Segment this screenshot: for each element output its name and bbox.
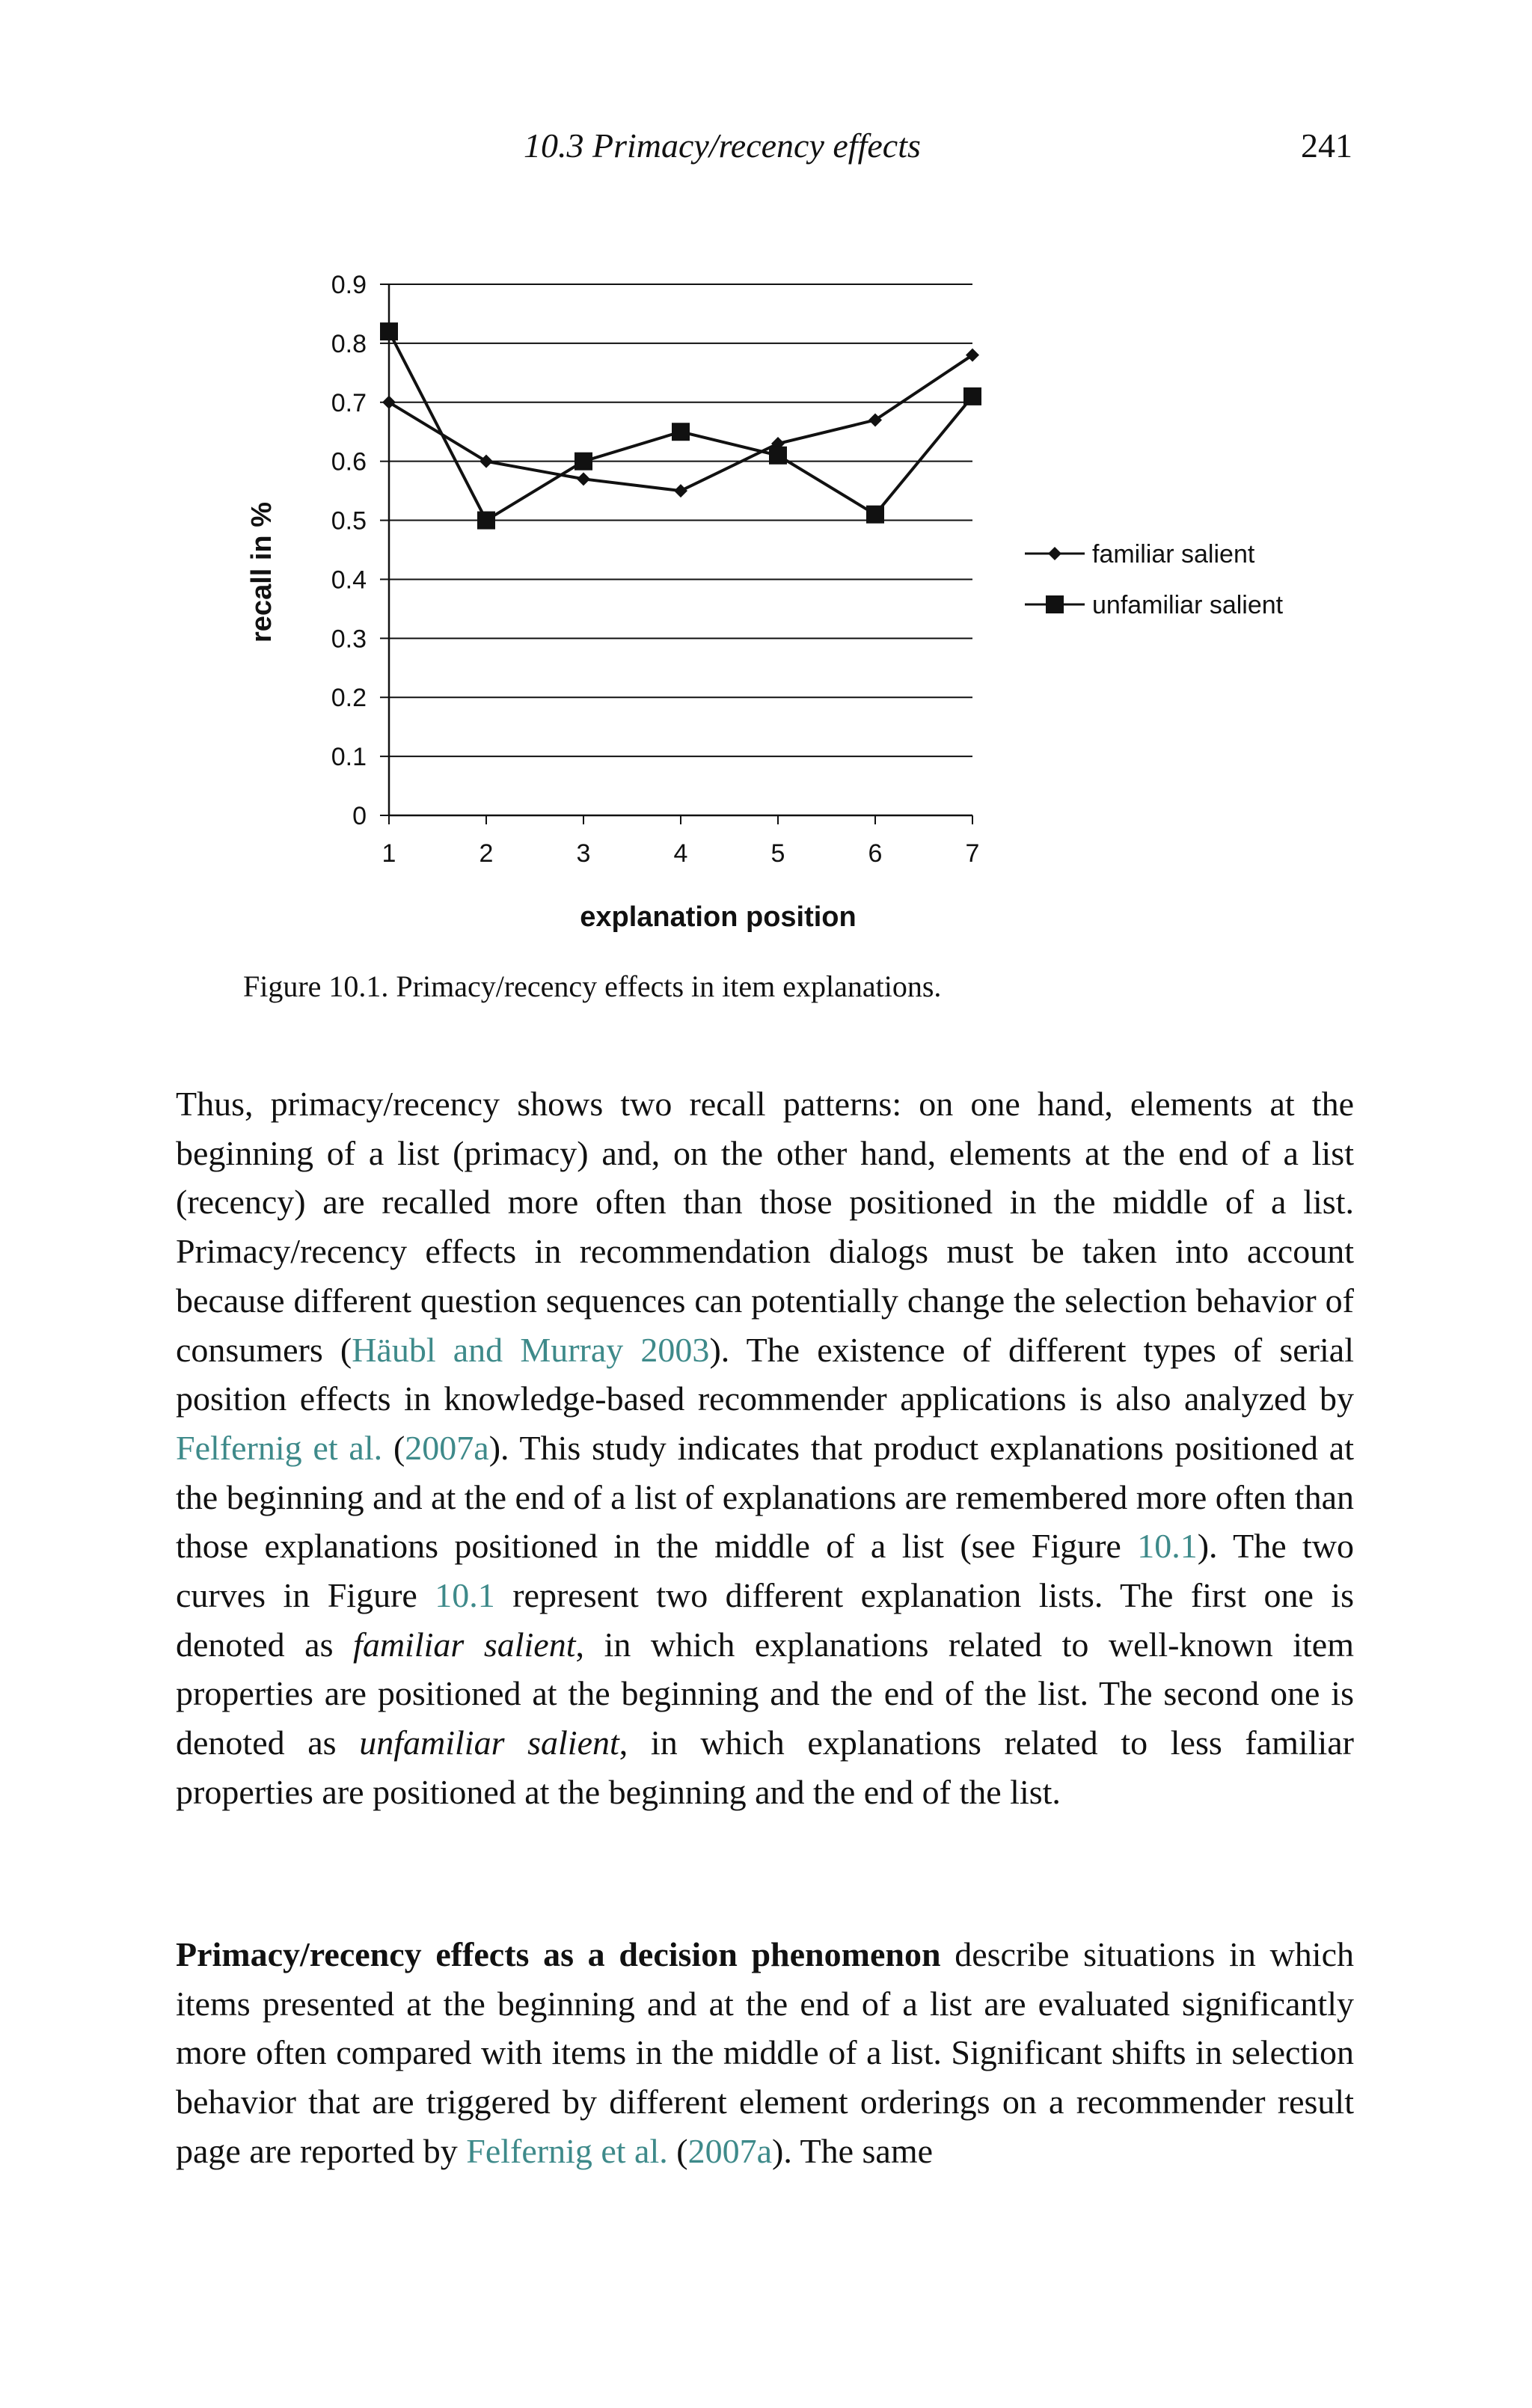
x-axis-label: explanation position	[580, 901, 857, 933]
text-run: ). This study indicates that product explanations positioned at the beginning and at the end of a list of explanations are remembered more often than those explanations positioned in the middle of a list (see Figure	[176, 1428, 1354, 1566]
figure-ref-link[interactable]: 10.1	[1137, 1527, 1198, 1566]
square-marker	[769, 447, 787, 465]
x-tick-label: 7	[965, 839, 980, 868]
page-number: 241	[1301, 126, 1352, 165]
x-tick-label: 1	[382, 839, 396, 868]
legend-label: unfamiliar salient	[1092, 591, 1284, 619]
y-tick-label: 0.4	[331, 566, 367, 595]
x-tick-label: 3	[576, 839, 591, 868]
x-tick-label: 2	[479, 839, 494, 868]
bold-lead-term: Primacy/recency effects as a decision phenomenon	[176, 1935, 941, 1973]
x-tick-label: 6	[868, 839, 883, 868]
text-run: Thus, primacy/recency shows two recall patterns: on one hand, elements at the beginning of a list (primacy) and, on the other hand, elements at the end of a list (recency) are recalled more often than those positioned in the middle of a list. Primacy/recency effects in recommendation dialogs must be taken into account because different question sequences can potentially change the selection behavior of consumers (	[176, 1085, 1354, 1369]
figure-caption: Figure 10.1. Primacy/recency effects in item explanations.	[243, 969, 942, 1003]
running-title: 10.3 Primacy/recency effects	[524, 126, 921, 165]
citation-year-link[interactable]: 2007a	[405, 1428, 489, 1467]
diamond-marker	[479, 455, 493, 468]
y-tick-label: 0	[352, 802, 367, 830]
paragraph-1	[176, 1079, 1354, 1817]
emphasis-term: unfamiliar salient	[359, 1724, 619, 1762]
gridlines	[389, 284, 972, 756]
square-marker	[963, 387, 981, 405]
citation-year-link[interactable]: 2007a	[687, 2131, 773, 2170]
series-lines	[380, 322, 981, 529]
square-marker	[574, 453, 592, 471]
square-marker	[477, 512, 495, 530]
citation-link[interactable]: Felfernig et al.	[176, 1428, 383, 1467]
citation-link[interactable]: Häubl and Murray 2003	[352, 1330, 710, 1369]
citation-link[interactable]: Felfernig et al.	[466, 2131, 668, 2170]
legend-label: familiar salient	[1092, 540, 1255, 569]
line-chart	[224, 247, 1346, 958]
text-run: (	[382, 1428, 405, 1467]
y-tick-label: 0.3	[331, 625, 367, 654]
text-run: , in which explanations related to less familiar properties are positioned at the beginning and the end of the list.	[176, 1724, 1354, 1811]
paragraph-2	[176, 1930, 1354, 2176]
figure-ref-link[interactable]: 10.1	[435, 1576, 495, 1615]
y-tick-label: 0.2	[331, 684, 367, 713]
emphasis-term: familiar salient	[353, 1625, 576, 1664]
text-run: , in which explanations related to well-known item properties are positioned at the beginning and the end of the list. The second one is denoted as	[176, 1625, 1355, 1762]
y-tick-label: 0.6	[331, 447, 367, 477]
text-run: (	[667, 2131, 688, 2170]
y-tick-label: 0.7	[331, 388, 367, 417]
text-run: ). The two curves in Figure	[176, 1527, 1354, 1615]
square-marker	[1046, 595, 1064, 613]
diamond-marker	[577, 472, 590, 485]
text-run: represent two different explanation lists. The first one is denoted as	[176, 1576, 1354, 1664]
axes	[380, 284, 972, 824]
y-tick-label: 0.9	[331, 271, 367, 299]
y-axis-label: recall in %	[246, 502, 278, 643]
diamond-marker	[382, 396, 396, 409]
x-tick-label: 5	[770, 839, 785, 868]
y-tick-label: 0.5	[331, 506, 367, 536]
text-run: describe situations in which items presented at the beginning and at the end of a list are evaluated significantly more often compared with items in the middle of a list. Significant shifts in selection behavior that are triggered by different element orderings on a recommender result page are reported by	[176, 1935, 1354, 2170]
square-marker	[866, 506, 884, 524]
diamond-marker	[674, 484, 687, 497]
y-tick-label: 0.1	[331, 743, 367, 772]
legend	[1025, 540, 1284, 619]
square-marker	[672, 423, 690, 441]
square-marker	[380, 322, 398, 340]
x-tick-label: 4	[673, 839, 688, 868]
tick-labels	[331, 271, 980, 868]
y-tick-label: 0.8	[331, 329, 367, 358]
text-run: ). The existence of different types of serial position effects in knowledge-based recommender applications is also analyzed by	[176, 1330, 1354, 1418]
diamond-marker	[1048, 547, 1061, 560]
text-run: ). The same	[772, 2131, 934, 2170]
